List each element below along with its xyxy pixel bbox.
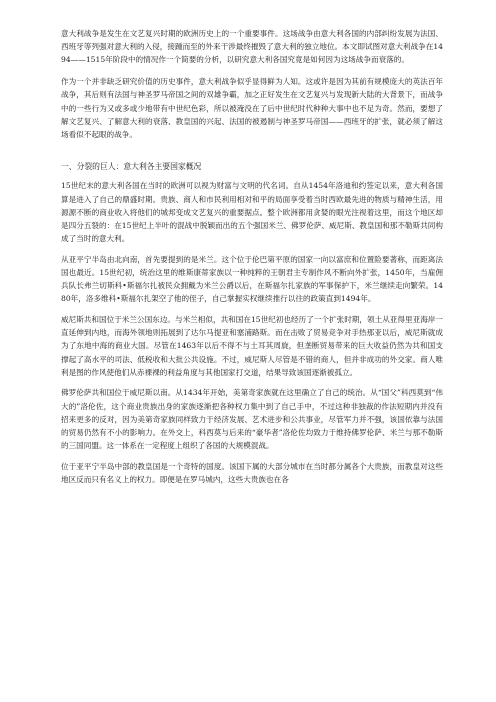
document-page (61, 27, 443, 494)
intro-paragraph-2: 作为一个并非缺乏研究价值的历史事件，意大利战争似乎显得鲜为人知。这或许是因为其前有规模庞大的英法百年战争，其后则有法国与神圣罗马帝国之间的双雄争霸，加之正好发生在文艺复兴与发现新大陆的大背景下，而战争中的一些行为又或多或少地带有中世纪色彩，所以被淹没在了后中世纪时代种种大事中也不足为奇。然而，要想了解文艺复兴、了解意大利的衰落、教皇国的兴起、法国的被遏制与神圣罗马帝国——西班牙的扩张，就必须了解这场看似不起眼的战争。 (61, 77, 443, 140)
body-paragraph-2: 从亚平宁半岛由北向南，首先要提到的是米兰。这个位于伦巴第平原的国家一向以富庶和位置险要著称，而距离法国也最近。15世纪初，统治这里的维斯康蒂家族以一种纯粹的王朝君主专制作风不断向外扩张，1450年，当雇佣兵队长弗兰切斯科•斯福尔扎被民众拥戴为米兰公爵以后，在斯福尔扎家族的军事保护下，米兰继续走向繁荣。1480年，洛多维科•斯福尔扎架空了他的侄子，自己掌握实权继续推行以往的政策直到1494年。 (61, 254, 443, 304)
body-paragraph-4: 佛罗伦萨共和国位于威尼斯以南。从1434年开始，美第奇家族就在这里确立了自己的统治。从“国父”科西莫到“伟大的”洛伦佐，这个商业贵族出身的家族逐渐把各种权力集中到了自己手中，不过这种非独裁的作法短期内并没有招来更多的反对，因为美第奇家族同样致力于经济发展、艺术进步和公共事业，尽管军力并不强，该国依靠与法国的贸易仍然有不小的影响力。在外交上，科西莫与后来的“豪华者”洛伦佐均致力于维持佛罗伦萨、米兰与那不勒斯的三国同盟。这一体系在一定程度上组织了各国的大规模混战。 (61, 388, 443, 451)
section-heading: 一、分裂的巨人：意大利各主要国家概况 (61, 162, 202, 172)
body-paragraph-3: 威尼斯共和国位于米兰公国东边。与米兰相似，共和国在15世纪初也经历了一个扩张时期，领土从亚得里亚海岸一直延伸到内地，而海外领地则拓展到了达尔马提亚和塞浦路斯。而在击败了贸易竞争对手热那亚以后，威尼斯就成为了东地中海的商业大国。尽管在1463年以后不得不与土耳其周旋，但垄断贸易带来的巨大收益仍然为共和国支撑起了高水平的司法、低税收和大批公共设施。不过，威尼斯人尽管是不错的商人，但并非成功的外交家。商人唯利是图的作风使他们从赤裸裸的利益角度与其他国家打交道，结果导致该国逐渐被孤立。 (61, 315, 443, 377)
body-paragraph-1: 15世纪末的意大利各国在当时的欧洲可以视为财富与文明的代名词。自从1454年洛迪和约签定以来，意大利各国算是进入了自己的鼎盛时期。贵族、商人和市民利用相对和平的局面享受着当时西欧最先进的物质与精神生活，用源源不断的商业收入将他们的城邦变成文艺复兴的重要据点。整个欧洲都用贪婪的眼光注视着这里，而这个地区却是四分五裂的：在15世纪上半叶的混战中脱颖而出的五个强国米兰、佛罗伦萨、威尼斯、教皇国和那不勒斯共同构成了当时的意大利。 (61, 181, 443, 244)
intro-paragraph-1: 意大利战争是发生在文艺复兴时期的欧洲历史上的一个重要事件。这场战争由意大利各国的内部纠纷发展为法国、西班牙等列强对意大利的入侵，接踵而至的外来干涉最终摧毁了意大利的独立地位。本文即试图对意大利战争在1494——1515年阶段中的情况作一个简要的分析，以研究意大利各国究竟是如何因为这场战争而衰落的。 (61, 29, 443, 65)
body-paragraph-5: 位于亚平宁半岛中部的教皇国是一个奇特的国度。该国下属的大部分城市在当时都分属各个大贵族，而教皇对这些地区反而只有名义上的权力。即便是在罗马城内，这些大贵族也在各 (61, 461, 443, 485)
